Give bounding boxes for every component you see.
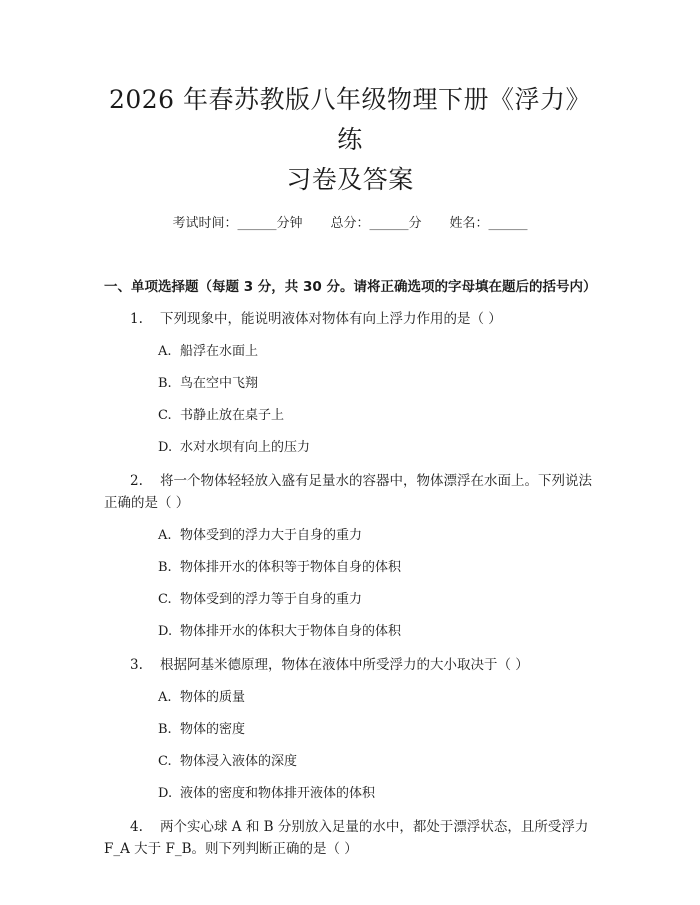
question-1 [104, 308, 596, 330]
exam-time: 考试时间：______分钟 [172, 216, 303, 231]
option: D. 液体的密度和物体排开液体的体积 [158, 786, 376, 801]
option: C. 书静止放在桌子上 [158, 408, 285, 423]
option: D. 物体排开水的体积大于物体自身的体积 [158, 624, 402, 639]
question-text: 两个实心球 A 和 B 分别放入足量的水中，都处于漂浮状态，且所受浮力 F_A 大于 F_B。则下列判断正确的是（ ） [104, 819, 589, 857]
question-text: 将一个物体轻轻放入盛有足量水的容器中，物体漂浮在水面上。下列说法正确的是（ ） [104, 473, 592, 511]
option: C. 物体受到的浮力等于自身的重力 [158, 592, 363, 607]
student-name: 姓名：______ [449, 216, 528, 231]
section-heading: 一、单项选择题（每题 3 分，共 30 分。请将正确选项的字母填在题后的括号内） [104, 279, 597, 295]
option: B. 物体的密度 [158, 722, 246, 737]
document-title [104, 0, 596, 200]
exam-meta [104, 214, 596, 234]
question-number: 1. [130, 311, 143, 327]
option: B. 物体排开水的体积等于物体自身的体积 [158, 560, 402, 575]
option: A. 物体受到的浮力大于自身的重力 [158, 528, 363, 543]
question-number: 3. [130, 657, 143, 673]
question-number: 2. [130, 473, 143, 489]
option: A. 船浮在水面上 [158, 344, 259, 359]
question-text: 根据阿基米德原理，物体在液体中所受浮力的大小取决于（ ） [160, 657, 529, 673]
option: D. 水对水坝有向上的压力 [158, 440, 311, 455]
option: C. 物体浸入液体的深度 [158, 754, 298, 769]
question-number: 4. [130, 819, 143, 835]
total-score: 总分：______分 [330, 216, 422, 231]
question-4 [104, 816, 596, 860]
title-line-2: 习卷及答案 [286, 165, 414, 194]
question-3 [104, 654, 596, 676]
title-line-1: 2026 年春苏教版八年级物理下册《浮力》练 [108, 85, 592, 154]
option: A. 物体的质量 [158, 690, 246, 705]
option: B. 鸟在空中飞翔 [158, 376, 259, 391]
question-2 [104, 470, 596, 514]
question-text: 下列现象中，能说明液体对物体有向上浮力作用的是（ ） [160, 311, 502, 327]
